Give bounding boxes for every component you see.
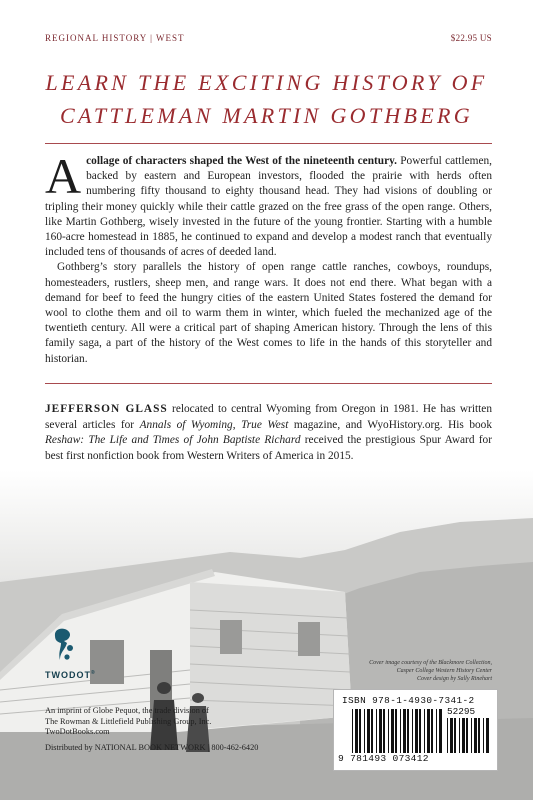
category-label: REGIONAL HISTORY | WEST — [45, 33, 185, 43]
headline-line-2: CATTLEMAN MARTIN GOTHBERG — [60, 103, 473, 128]
publication-annals: Annals of Wyoming — [139, 418, 233, 431]
paragraph-1-text: Powerful cattlemen, backed by eastern and European investors, flooded the prairie with herds often numbering fifty thousand to eighty thousand head. They had visions of doubling or tripling their money quickly while their cattle grazed on the free grass of the open range. Others, like Martin Gothberg, wisely invested in the future of the young frontier. Starting with a humble 160-acre homestead in 1885, he continued to expand and develop a modest ranch that eventually included tens of thousands of acres of deeded land. — [45, 155, 493, 259]
publisher-info — [45, 706, 315, 738]
credit-line-2: Casper College Western History Center — [396, 668, 492, 674]
book-title: Reshaw: The Life and Times of John Baptiste Richard — [45, 434, 301, 446]
publisher-website: TwoDotBooks.com — [45, 727, 110, 736]
isbn-barcode — [333, 689, 498, 771]
ean-barcode-bars — [352, 709, 444, 753]
credit-line-1: Cover image courtesy of the Blackmore Collection, — [369, 660, 492, 666]
divider-top — [45, 143, 492, 144]
publisher-line-1: An imprint of Globe Pequot, the trade division of — [45, 706, 209, 715]
price-label: $22.95 US — [450, 33, 492, 43]
credit-line-3: Cover design by Sally Rinehart — [417, 676, 492, 682]
ean-digits: 9 781493 073412 — [338, 753, 429, 764]
description — [45, 148, 493, 367]
drop-cap: A — [45, 148, 82, 204]
publisher-line-2: The Rowman & Littlefield Publishing Group, Inc. — [45, 716, 212, 726]
author-name: JEFFERSON GLASS — [45, 403, 168, 415]
headline — [0, 66, 533, 132]
headline-line-1: LEARN THE EXCITING HISTORY OF — [45, 70, 488, 95]
twodot-logo-text: TWODOT® — [45, 670, 96, 680]
author-bio: JEFFERSON GLASS relocated to central Wyoming from Oregon in 1981. He has written several articles for Annals of Wyoming, True West magazine, and WyoHistory.org. His book Reshaw: The Life and Times of John Baptiste Richard received the prestigious Spur Award for best first nonfiction book from Western Writers of America in 2015. — [45, 403, 493, 462]
cover-credits — [296, 659, 492, 683]
lead-sentence: collage of characters shaped the West of the nineteenth century. — [86, 155, 398, 167]
twodot-logo — [45, 626, 105, 680]
distributor-line: Distributed by NATIONAL BOOK NETWORK | 800-462-6420 — [45, 743, 259, 752]
description-paragraph-1 — [45, 148, 493, 260]
twodot-logo-icon — [48, 626, 78, 666]
addon-barcode-bars — [447, 718, 491, 753]
divider-bio — [45, 383, 492, 384]
isbn-number: ISBN 978-1-4930-7341-2 — [342, 695, 475, 706]
publication-true-west: True West — [241, 418, 289, 431]
barcode-addon-number: 52295 — [447, 706, 476, 717]
description-paragraph-2: Gothberg’s story parallels the history of open range cattle ranches, cowboys, roundups, homesteaders, rustlers, sheep men, and range wars. It does not end there. What began with a demand for beef to feed the hungry cities of the eastern United States fostered the demand for wool to clothe them and oil to warm them in winter, which fueled the mechanized age of the twentieth century. All were a critical part of shaping American history. Through the lens of this family saga, a part of the history of the West comes to life in the hands of this storyteller and historian. — [45, 261, 492, 365]
registered-mark: ® — [91, 670, 96, 676]
